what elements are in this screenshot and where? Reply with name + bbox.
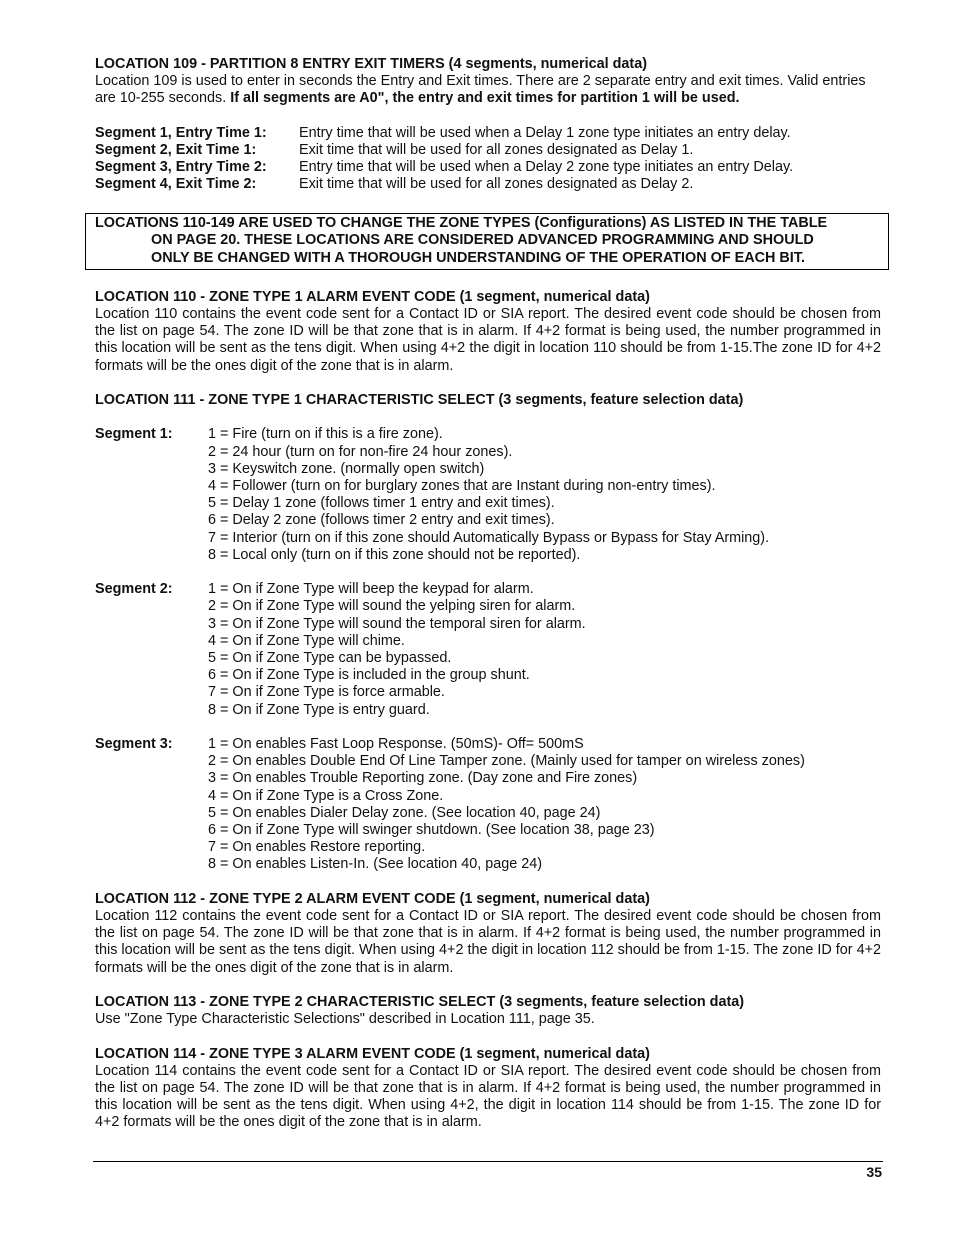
- list-item: 5 = On if Zone Type can be bypassed.: [208, 649, 452, 666]
- advanced-programming-notice: [85, 213, 889, 270]
- loc112-heading: LOCATION 112 - ZONE TYPE 2 ALARM EVENT CODE (1 segment, numerical data): [95, 890, 650, 907]
- list-item: 4 = Follower (turn on for burglary zones that are Instant during non-entry times).: [208, 477, 716, 494]
- seg2-list: [208, 581, 881, 719]
- loc109-seg1-label: Segment 1, Entry Time 1:: [95, 124, 267, 141]
- seg1-label: Segment 1:: [95, 426, 173, 443]
- loc110-heading: LOCATION 110 - ZONE TYPE 1 ALARM EVENT CODE (1 segment, numerical data): [95, 288, 650, 305]
- loc109-body-bold: If all segments are A0", the entry and exit times for partition 1 will be used.: [230, 90, 740, 107]
- seg3-label: Segment 3:: [95, 735, 173, 752]
- list-item: 6 = Delay 2 zone (follows timer 2 entry and exit times).: [208, 512, 555, 529]
- list-item: 5 = On enables Dialer Delay zone. (See location 40, page 24): [208, 804, 601, 821]
- loc110-body: Location 110 contains the event code sent for a Contact ID or SIA report. The desired event code should be chosen from the list on page 54. The zone ID will be that zone that is in alarm. If 4+2 format is being used, the number programmed in this location will be sent as the tens digit. When using 4+2 the digit in location 110 should be from 1-15.The zone ID for 4+2 formats will be the ones digit of the zone that is in alarm.: [95, 305, 881, 374]
- loc109-seg3-text: Entry time that will be used when a Delay 2 zone type initiates an entry Delay.: [299, 159, 794, 176]
- loc109-seg1-text: Entry time that will be used when a Delay 1 zone type initiates an entry delay.: [299, 124, 791, 141]
- loc111-segment-3: [95, 736, 881, 874]
- loc109-segment-table: [95, 125, 881, 194]
- loc109-seg2-text: Exit time that will be used for all zones designated as Delay 1.: [299, 142, 694, 158]
- loc109-seg4-label: Segment 4, Exit Time 2:: [95, 176, 257, 193]
- loc109-seg2-label: Segment 2, Exit Time 1:: [95, 142, 257, 158]
- seg1-list: [208, 426, 881, 564]
- list-item: 7 = On enables Restore reporting.: [208, 839, 426, 856]
- list-item: 6 = On if Zone Type will swinger shutdown. (See location 38, page 23): [208, 822, 655, 838]
- loc109-body-text: Location 109 is used to enter in seconds the Entry and Exit times. There are 2 separate entry and exit times. Valid entries are 10-255 seconds.: [95, 73, 866, 107]
- list-item: 3 = On if Zone Type will sound the temporal siren for alarm.: [208, 615, 586, 632]
- document-page: [95, 56, 881, 1132]
- loc109-seg4-text: Exit time that will be used for all zones designated as Delay 2.: [299, 176, 694, 193]
- list-item: 1 = On enables Fast Loop Response. (50mS)- Off= 500mS: [208, 735, 584, 752]
- loc111-heading: LOCATION 111 - ZONE TYPE 1 CHARACTERISTIC SELECT (3 segments, feature selection data): [95, 391, 744, 408]
- list-item: 1 = Fire (turn on if this is a fire zone).: [208, 426, 443, 443]
- list-item: 5 = Delay 1 zone (follows timer 1 entry and exit times).: [208, 495, 555, 512]
- list-item: 3 = On enables Trouble Reporting zone. (Day zone and Fire zones): [208, 770, 638, 787]
- notice-line-2: ON PAGE 20. THESE LOCATIONS ARE CONSIDERED ADVANCED PROGRAMMING AND SHOULD: [151, 232, 814, 249]
- loc114-body: Location 114 contains the event code sent for a Contact ID or SIA report. The desired event code should be chosen from the list on page 54. The zone ID will be that zone that is in alarm. If 4+2 format is being used, the number programmed in this location will be sent as the tens digit. When using 4+2, the digit in location 114 should be from 1-15. The zone ID for 4+2 formats will be the ones digit of the zone that is in alarm.: [95, 1062, 881, 1131]
- notice-line-1: LOCATIONS 110-149 ARE USED TO CHANGE THE ZONE TYPES (Configurations) AS LISTED IN THE TABLE: [95, 214, 828, 231]
- notice-line-3: ONLY BE CHANGED WITH A THOROUGH UNDERSTANDING OF THE OPERATION OF EACH BIT.: [151, 249, 805, 266]
- list-item: 7 = Interior (turn on if this zone should Automatically Bypass or Bypass for Stay Arming).: [208, 529, 770, 546]
- seg2-label: Segment 2:: [95, 581, 173, 598]
- list-item: 7 = On if Zone Type is force armable.: [208, 684, 445, 701]
- list-item: 8 = On if Zone Type is entry guard.: [208, 701, 430, 718]
- footer-rule: [93, 1161, 883, 1162]
- loc113-body: Use "Zone Type Characteristic Selections" described in Location 111, page 35.: [95, 1011, 595, 1028]
- loc114-heading: LOCATION 114 - ZONE TYPE 3 ALARM EVENT CODE (1 segment, numerical data): [95, 1045, 650, 1062]
- list-item: 8 = On enables Listen-In. (See location 40, page 24): [208, 856, 543, 873]
- loc111-segment-1: [95, 426, 881, 564]
- list-item: 2 = 24 hour (turn on for non-fire 24 hour zones).: [208, 443, 513, 460]
- loc112-body: Location 112 contains the event code sent for a Contact ID or SIA report. The desired event code should be chosen from the list on page 54. The zone ID will be that zone that is in alarm. If 4+2 format is being used, the number programmed in this location will be sent as the tens digit. When using 4+2 the digit in location 112 should be from 1-15. The zone ID for 4+2 formats will be the ones digit of the zone that is in alarm.: [95, 908, 881, 976]
- list-item: 3 = Keyswitch zone. (normally open switch): [208, 460, 485, 477]
- list-item: 8 = Local only (turn on if this zone should not be reported).: [208, 546, 581, 563]
- list-item: 4 = On if Zone Type is a Cross Zone.: [208, 787, 444, 804]
- seg3-list: [208, 736, 881, 874]
- loc109-body: [95, 73, 881, 107]
- list-item: 1 = On if Zone Type will beep the keypad for alarm.: [208, 581, 534, 598]
- list-item: 2 = On if Zone Type will sound the yelping siren for alarm.: [208, 598, 576, 615]
- loc109-heading: LOCATION 109 - PARTITION 8 ENTRY EXIT TIMERS (4 segments, numerical data): [95, 56, 648, 72]
- list-item: 6 = On if Zone Type is included in the group shunt.: [208, 667, 530, 684]
- loc113-heading: LOCATION 113 - ZONE TYPE 2 CHARACTERISTIC SELECT (3 segments, feature selection data): [95, 994, 745, 1010]
- list-item: 4 = On if Zone Type will chime.: [208, 632, 405, 649]
- loc109-seg3-label: Segment 3, Entry Time 2:: [95, 159, 267, 176]
- list-item: 2 = On enables Double End Of Line Tamper zone. (Mainly used for tamper on wireless zones): [208, 753, 805, 770]
- loc111-segment-2: [95, 581, 881, 719]
- page-number: 35: [866, 1164, 882, 1180]
